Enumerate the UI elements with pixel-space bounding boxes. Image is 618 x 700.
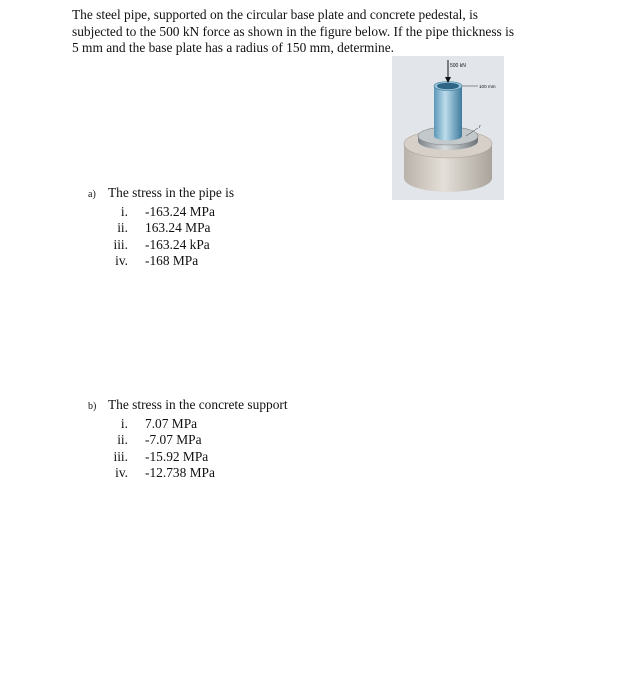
pipe-pedestal-figure [392, 56, 504, 200]
option-numeral: ii. [117, 220, 128, 236]
option-value: -15.92 MPa [145, 448, 209, 464]
steel-pipe [434, 86, 462, 140]
option-value: -163.24 MPa [145, 204, 215, 219]
option-numeral: iv. [115, 464, 128, 480]
option-value: -7.07 MPa [145, 432, 202, 448]
option-value: -168 MPa [145, 252, 199, 268]
option-value: -163.24 kPa [145, 236, 210, 252]
option-item [88, 237, 234, 253]
question-a [88, 185, 234, 269]
option-item [88, 432, 288, 448]
question-a-letter: a) [88, 189, 96, 200]
intro-line-3: 5 mm and the base plate has a radius of 150 mm, determine. [72, 40, 395, 55]
question-a-options [88, 204, 234, 269]
radius-label: r [479, 125, 481, 130]
option-value: 163.24 MPa [145, 220, 211, 236]
option-numeral: iii. [113, 236, 128, 252]
question-b-text: The stress in the concrete support [108, 397, 288, 412]
option-numeral: iii. [113, 448, 128, 464]
question-b-letter: b) [88, 401, 97, 412]
option-value: -12.738 MPa [145, 464, 215, 480]
intro-line-2: subjected to the 500 kN force as shown in the figure below. If the pipe thickness is [72, 23, 515, 39]
option-item [88, 416, 288, 432]
question-b-options [88, 416, 288, 481]
option-numeral: i. [120, 416, 128, 431]
option-numeral: iv. [115, 252, 128, 268]
option-item [88, 204, 234, 220]
option-value: 7.07 MPa [145, 416, 198, 431]
option-item [88, 220, 234, 236]
question-a-text: The stress in the pipe is [108, 185, 235, 200]
intro-line-1: The steel pipe, supported on the circular base plate and concrete pedestal, is [72, 7, 479, 22]
option-item [88, 449, 288, 465]
dimension-label: 100 mm [479, 84, 496, 89]
option-numeral: ii. [117, 432, 128, 448]
problem-statement [72, 7, 552, 57]
force-label: 500 kN [450, 63, 466, 69]
option-numeral: i. [120, 204, 128, 219]
option-item [88, 253, 234, 269]
option-item [88, 465, 288, 481]
pipe-bore [437, 83, 459, 90]
question-b [88, 397, 288, 481]
